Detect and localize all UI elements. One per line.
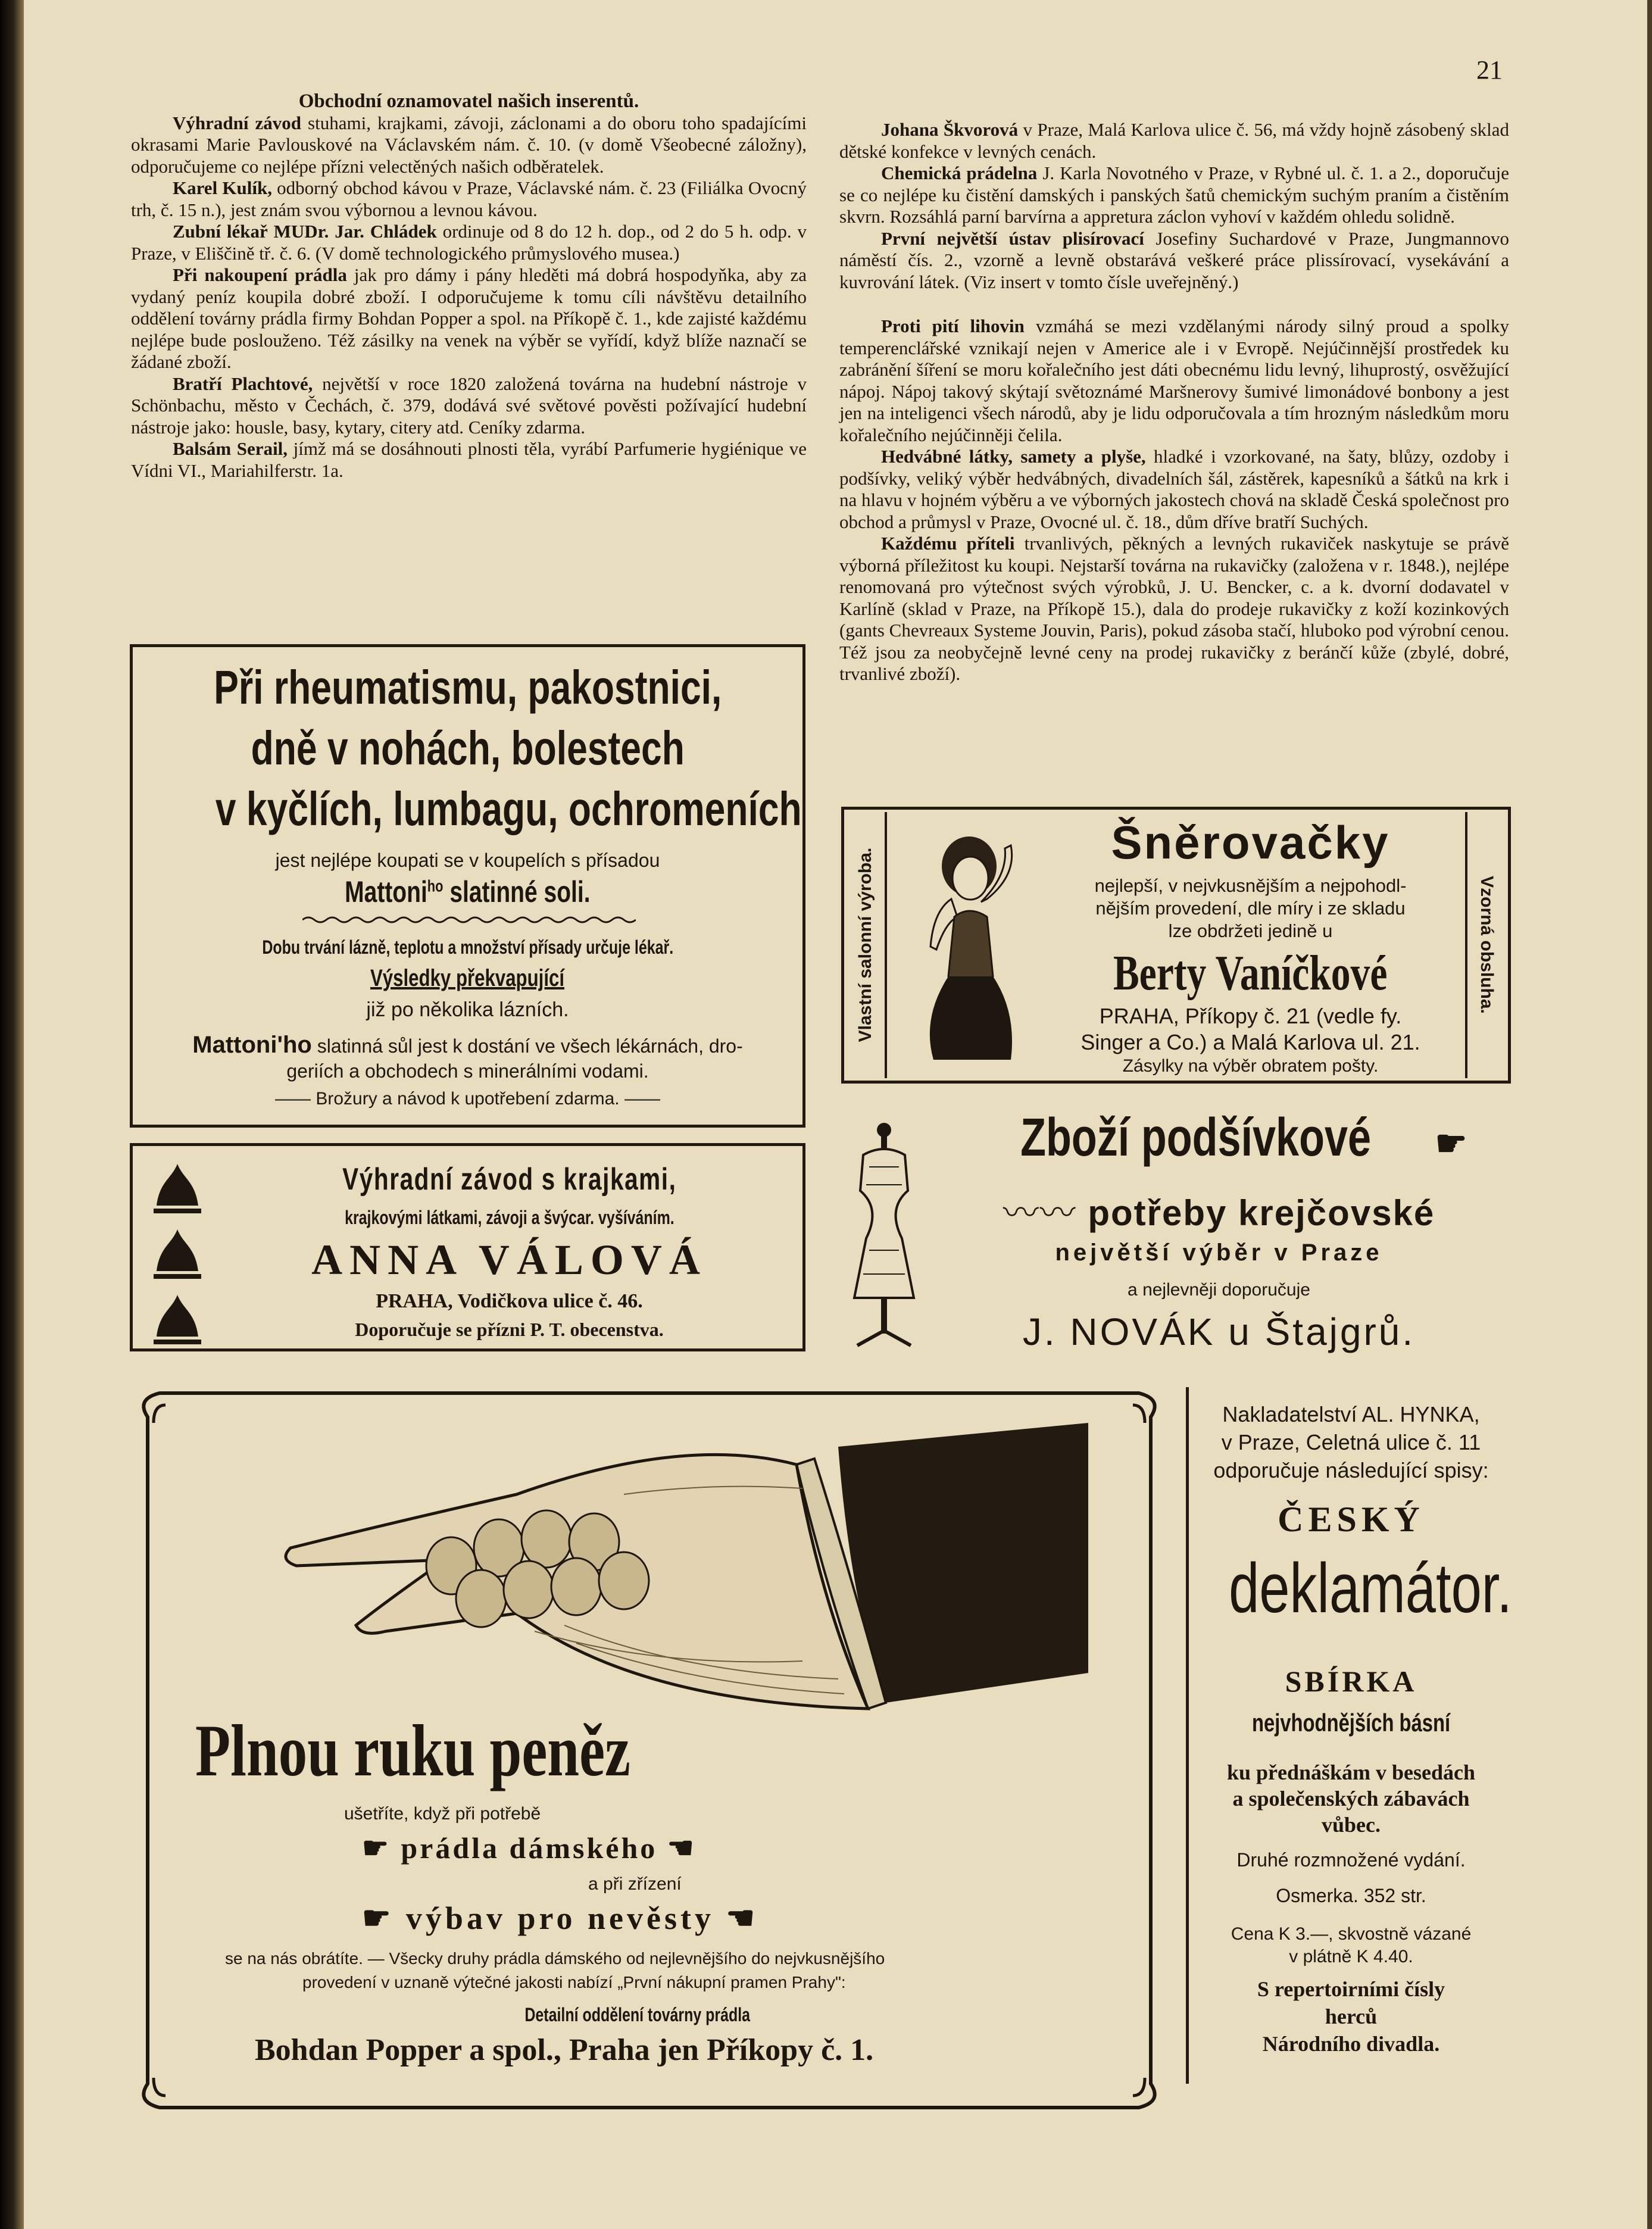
hynek-l9: a společenských zábavách [1232, 1787, 1470, 1810]
mattoni-line1: jest nejlépe koupati se v koupelích s přísadou [275, 850, 660, 871]
notice-paragraph: Chemická prádelna J. Karla Novotného v Praze, v Rybné ul. č. 1. a 2., doporučuje se co nejlépe ku čistění damských i panských šatů chemickým suchým praním a čistěním skvrn. Rozsáhlá parní barvírna a appretura záclon vyhoví v každém ohledu solidně. [839, 163, 1509, 227]
mattoni-line2: Dobu trvání lázně, teplotu a množství přísady určuje lékař. [262, 936, 673, 958]
popper-l2: prádla dámského [401, 1831, 658, 1865]
hynek-l16: herců [1325, 2005, 1378, 2028]
mattoni-ad [130, 644, 805, 1128]
snerovacky-addr2: Singer a Co.) a Malá Karlova ul. 21. [1080, 1030, 1420, 1054]
notice-paragraph: Proti pití lihovin vzmáhá se mezi vzdělanými národy silný proud a spolky temperenclářské vznikají nejen v Americe ale i v Evropě. Nejúčinnější prostředek ku zabránění šíření se moru kořalečního jest dáti obecnému lidu levný, lihuprostý, osvěžující nápoj. Nápoj takový skýtají světoznámé Maršnerovy šumivé limonádové bonbony a jest jen na inteligenci všech národů, aby je lidu odporučovala a tím hrozným následkům moru kořalečního nejúčinněji čelila. [839, 316, 1509, 445]
notice-paragraph: Při nakoupení prádla jak pro dámy i pány hleděti má dobrá hospodyňka, aby za vydaný peníz koupila dobré zboží. I odporučujeme k tomu cíli návštěvu detailního oddělení továrny prádla firmy Bohdan Popper a spol. na Příkopě č. 1., kde zajisté každému nejlépe bude poslouženo. Též zásilky na venek na výběr se vyřídí, když blíže naznačí se žádané zboží. [131, 264, 807, 372]
dress-form-icon [845, 1119, 923, 1357]
snerovacky-side-left: Vlastní salonní výroba. [855, 847, 875, 1042]
notice-paragraph: Každému příteli trvanlivých, pěkných a levných rukaviček naskytuje se právě výborná příležitost ku koupi. Nejstarší továrna na rukavičky (založena v r. 1848.), nejlépe renomovaná pro výtečnost svých výrobků, J. U. Bencker, c. a k. dvorní dodavatel v Karlíně (sklad v Praze, na Příkopě 15.), dala do prodeje rukavičky z koží kozinkových (gants Chevreaux Systeme Jouvin, Paris), pokud zásoba stačí, hluboko pod výrobní cenou. Též jsou za neobyčejně levné ceny na prodej rukavičky z beránčí kůže (zbylé, dobré, trvanlivé zboží). [839, 533, 1509, 684]
notice-paragraph: Karel Kulík, odborný obchod kávou v Praze, Václavské nám. č. 23 (Filiálka Ovocný trh, č. 15 n.), jest znám svou výbornou a levnou kávou. [131, 177, 807, 220]
notice-paragraph: Výhradní závod stuhami, krajkami, závoji, záclonami a do oboru toho spadajícími okrasami Marie Pavlouskové na Václavském nám. č. 10. (v domě Všeobecné záložny), odporučujeme co nejlépe přízni velectěných našich odběratelek. [131, 112, 807, 177]
popper-title: Plnou ruku peněz [195, 1710, 630, 1791]
valova-ad [130, 1143, 805, 1351]
hynek-l4: ČESKÝ [1278, 1500, 1425, 1539]
pointing-hand-icon: ☚ [657, 1831, 697, 1865]
notice-paragraph: Bratří Plachtové, největší v roce 1820 založená továrna na hudební nástroje v Schönbachu, město v Čechách, č. 379, dodává své světové pověsti požívající hudební nástroje jako: housle, basy, kytary, citery atd. Ceníky zdarma. [131, 373, 807, 438]
snerovacky-l2: nějším provedení, dle míry i ze skladu [1095, 898, 1406, 919]
notice-paragraph: Johana Škvorová v Praze, Malá Karlova ulice č. 56, má vždy hojně zásobený sklad dětské konfekce v levných cenách. [839, 119, 1509, 162]
hynek-l6: SBÍRKA [1285, 1665, 1417, 1698]
valova-address: PRAHA, Vodičkova ulice č. 46. [376, 1290, 643, 1312]
hynek-l7: nejvhodnějších básní [1251, 1709, 1451, 1737]
snerovacky-title: Šněrovačky [1111, 816, 1390, 869]
wavy-rule [302, 915, 636, 925]
popper-l6: provedení v uznaně výtečné jakosti nabízí „První nákupní pramen Prahy": [302, 1973, 846, 1991]
popper-l5: se na nás obrátíte. — Všecky druhy prádla dámského od nejlevnějšího do nejvkusnějšího [225, 1949, 885, 1968]
hynek-l3: odporučuje následující spisy: [1213, 1458, 1489, 1482]
notice-paragraph: Zubní lékař MUDr. Jar. Chládek ordinuje od 8 do 12 h. dop., od 2 do 5 h. odp. v Praze, v Eliščině tř. č. 6. (V domě technologického průmyslového musea.) [131, 221, 807, 264]
hynek-l5: deklamátor. [1229, 1549, 1512, 1628]
popper-l3: a při zřízení [588, 1874, 682, 1894]
pointing-hand-icon: ☛ [362, 1900, 406, 1936]
novak-sub2: největší výběr v Praze [1055, 1240, 1383, 1266]
mattoni-title-line: dně v nohách, bolestech [251, 722, 685, 775]
popper-l1: ušetříte, když při potřebě [344, 1804, 541, 1824]
mattoni-line4: již po několika lázních. [366, 998, 569, 1021]
mattoni-title-line: Při rheumatismu, pakostnici, [213, 661, 722, 714]
novak-ad: Zboží podšívkové ☛ 〰〰 potřeby krejčovské největší výběr v Praze a nejlevněji doporučuje J. NOVÁK u Štajgrů. [833, 1107, 1509, 1369]
hynek-l11: Druhé rozmnožené vydání. [1236, 1849, 1466, 1871]
snerovacky-addr3: Zásylky na výběr obratem pošty. [1122, 1056, 1379, 1076]
hynek-l17: Národního divadla. [1262, 2032, 1440, 2056]
mattoni-title-line: v kyčlích, lumbagu, ochromeních [215, 782, 802, 835]
novak-sub3: a nejlevněji doporučuje [1128, 1280, 1310, 1300]
right-notices-column [839, 119, 1509, 685]
notice-paragraph: Hedvábné látky, samety a plyše, hladké i vzorkované, na šaty, blůzy, ozdoby i podšívky, veliký výběr hedvábných, divadelních šál, zástěrek, kapesníků a šátků na krk i na hlavu v hojném výběru a ve výborných jakostech chová na skladě Česká společnost pro obchod a průmysl v Praze, Ovocné ul. č. 18., dům dříve bratří Suchých. [839, 446, 1509, 532]
mattoni-product: Mattoni$^{ho}$ slatinné soli. [345, 875, 591, 909]
left-notices-column [131, 90, 807, 482]
snerovacky-addr1: PRAHA, Příkopy č. 21 (vedle fy. [1099, 1004, 1402, 1028]
hynek-l1: Nakladatelství AL. HYNKA, [1222, 1402, 1480, 1426]
hynek-l12: Osmerka. 352 str. [1276, 1885, 1426, 1906]
scan-right-edge [1647, 0, 1652, 2229]
snerovacky-side-right: Vzorná obsluha. [1477, 876, 1497, 1014]
hynek-l10: vůbec. [1322, 1813, 1381, 1837]
popper-ad [130, 1387, 1169, 2114]
popper-l7: Detailní oddělení továrny prádla [524, 2004, 751, 2025]
snerovacky-ad [841, 807, 1511, 1084]
mattoni-line3: Výsledky překvapující [370, 965, 565, 991]
novak-title: Zboží podšívkové [1020, 1108, 1371, 1167]
notice-paragraph: První největší ústav plisírovací Josefiny Suchardové v Praze, Jungmannovo náměstí čís. 2., vzorně a levně obstarává veškeré práce plissírovací, vysekávání a kuvrování látek. (Viz insert v tomto čísle uveřejněný.) [839, 227, 1509, 292]
notice-paragraph: Balsám Serail, jímž má se dosáhnouti plnosti těla, vyrábí Parfumerie hygiénique ve Vídni VI., Mariahilferstr. 1a. [131, 438, 807, 481]
hynek-l2: v Praze, Celetná ulice č. 11 [1221, 1430, 1481, 1454]
snerovacky-l3: lze obdržeti jedině u [1168, 920, 1333, 941]
popper-l8: Bohdan Popper a spol., Praha jen Příkopy č. 1. [255, 2033, 874, 2067]
notices-heading: Obchodní oznamovatel našich inserentů. [298, 90, 639, 112]
hynek-l13: Cena K 3.—, skvostně vázané [1231, 1924, 1472, 1944]
valova-name: ANNA VÁLOVÁ [311, 1236, 707, 1284]
pointing-hand-icon: ☚ [714, 1900, 758, 1936]
mattoni-line5: Mattoni'ho slatinná sůl jest k dostání ve všech lékárnách, dro- [192, 1032, 743, 1058]
mattoni-line6: geriích a obchodech s minerálními vodami. [286, 1060, 649, 1082]
novak-sub1: potřeby krejčovské [1088, 1193, 1435, 1233]
corset-lady-illustration [898, 822, 1041, 1072]
snerovacky-name: Berty Vaníčkové [1113, 945, 1388, 1001]
valova-line2: krajkovými látkami, závoji a švýcar. vyšíváním. [344, 1207, 674, 1228]
pointing-hand-icon: ☛ [362, 1831, 401, 1865]
hynek-l14: v plátně K 4.40. [1289, 1947, 1413, 1966]
hynek-l15: S repertoirními čísly [1257, 1977, 1445, 2001]
snerovacky-l1: nejlepší, v nejvkusnějším a nejpohodl- [1094, 875, 1407, 896]
hynek-ad [1186, 1387, 1513, 2084]
page-number: 21 [1476, 55, 1503, 85]
valova-recommend: Doporučuje se přízni P. T. obecenstva. [355, 1319, 664, 1340]
mattoni-line7: —— Brožury a návod k upotřebení zdarma. —— [275, 1089, 660, 1109]
hynek-l8: ku přednáškám v besedách [1226, 1760, 1476, 1784]
novak-name: J. NOVÁK u Štajgrů. [1022, 1310, 1416, 1353]
flame-ornament [145, 1152, 210, 1345]
valova-line1: Výhradní závod s krajkami, [342, 1162, 677, 1197]
scan-binding-edge [0, 0, 24, 2229]
pointing-hand-icon: ☛ [1435, 1123, 1467, 1163]
popper-l4: výbav pro nevěsty [405, 1900, 714, 1936]
hand-with-coins-illustration [267, 1423, 1088, 1756]
